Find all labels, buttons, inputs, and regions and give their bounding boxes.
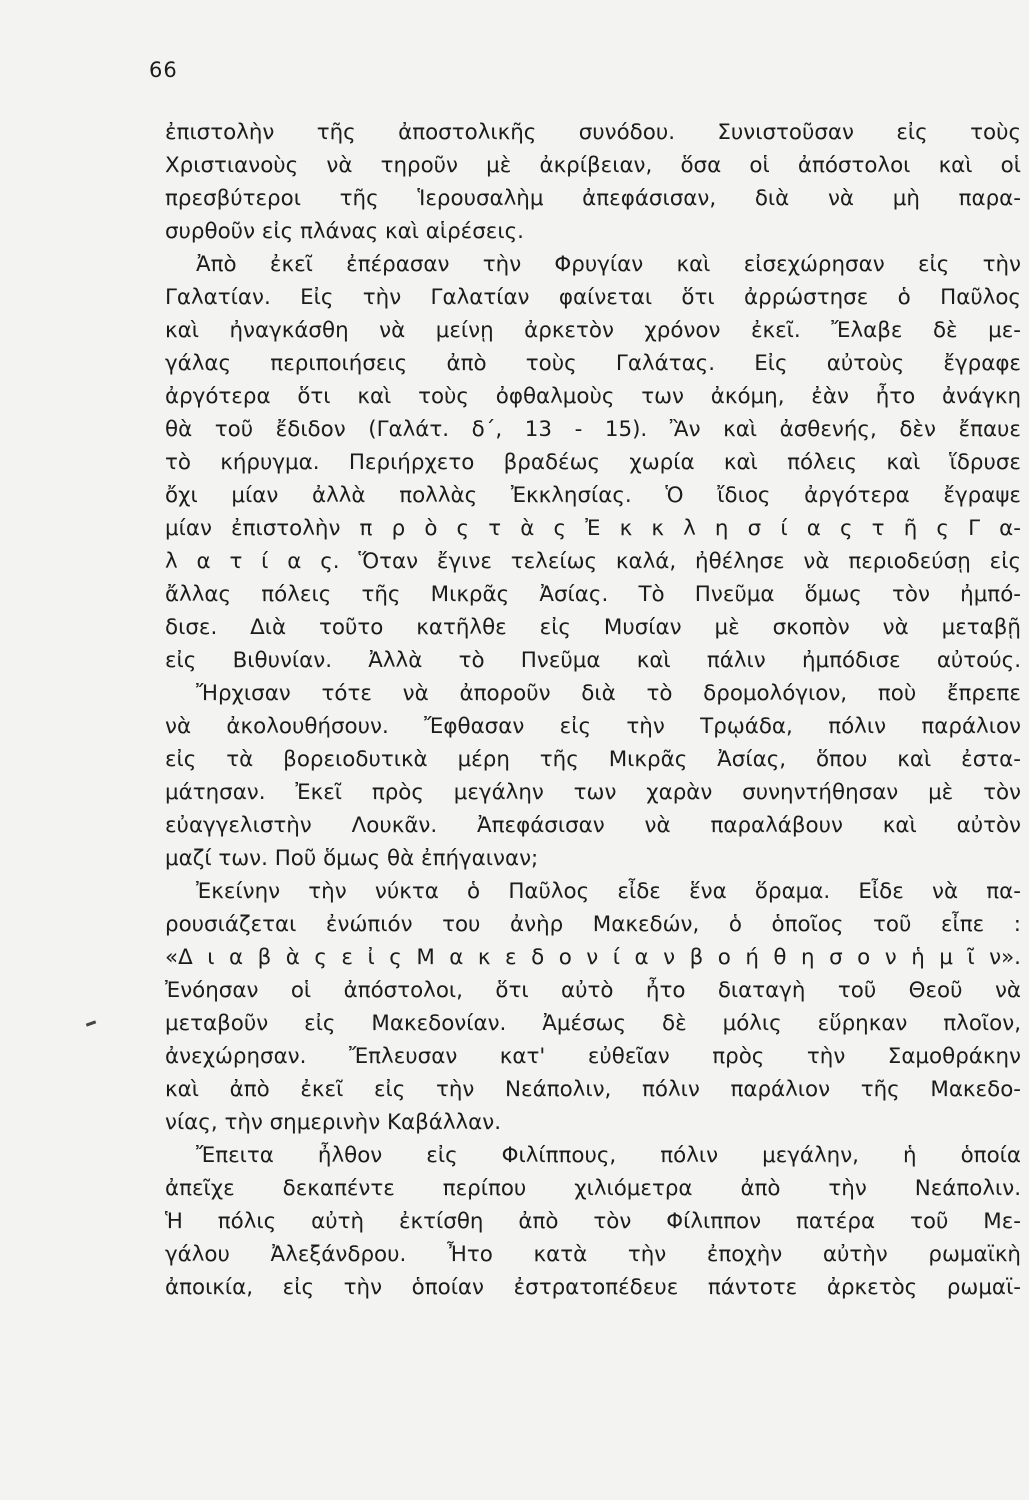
text-line: ρουσιάζεται ἐνώπιόν του ἀνὴρ Μακεδών, ὁ ὁποῖος τοῦ εἶπε : bbox=[165, 912, 1021, 937]
text-line: Ἔπειτα ἦλθον εἰς Φιλίππους, πόλιν μεγάλην, ἡ ὁποία bbox=[196, 1143, 1021, 1168]
text-line: λ α τ ί α ς. Ὅταν ἔγινε τελείως καλά, ἠθέλησε νὰ περιοδεύσῃ εἰς bbox=[165, 549, 1021, 574]
text-line: ἀργότερα ὅτι καὶ τοὺς ὀφθαλμοὺς των ἀκόμη, ἐὰν ἦτο ἀνάγκη bbox=[165, 384, 1021, 409]
text-line: μάτησαν. Ἐκεῖ πρὸς μεγάλην των χαρὰν συνηντήθησαν μὲ τὸν bbox=[165, 780, 1021, 805]
text-line: δισε. Διὰ τοῦτο κατῆλθε εἰς Μυσίαν μὲ σκοπὸν νὰ μεταβῇ bbox=[165, 615, 1021, 640]
text-line: ἐπιστολὴν τῆς ἀποστολικῆς συνόδου. Συνιστοῦσαν εἰς τοὺς bbox=[165, 120, 1021, 145]
text-line: Ἐκείνην τὴν νύκτα ὁ Παῦλος εἶδε ἕνα ὅραμα. Εἶδε νὰ πα- bbox=[196, 879, 1021, 904]
text-line: καὶ ἠναγκάσθη νὰ μείνῃ ἀρκετὸν χρόνον ἐκεῖ. Ἔλαβε δὲ με- bbox=[165, 318, 1021, 343]
text-line: ἀπεῖχε δεκαπέντε περίπου χιλιόμετρα ἀπὸ τὴν Νεάπολιν. bbox=[165, 1176, 1021, 1201]
text-line: Χριστιανοὺς νὰ τηροῦν μὲ ἀκρίβειαν, ὅσα οἱ ἀπόστολοι καὶ οἱ bbox=[165, 153, 1021, 178]
text-line: μίαν ἐπιστολὴν π ρ ὸ ς τ ὰ ς Ἐ κ κ λ η σ ί α ς τ ῆ ς Γ α- bbox=[165, 516, 1021, 541]
text-line: εὐαγγελιστὴν Λουκᾶν. Ἀπεφάσισαν νὰ παραλάβουν καὶ αὐτὸν bbox=[165, 813, 1021, 838]
text-line: ἀνεχώρησαν. Ἔπλευσαν κατ' εὐθεῖαν πρὸς τὴν Σαμοθράκην bbox=[165, 1044, 1021, 1069]
text-line: Ἤρχισαν τότε νὰ ἀποροῦν διὰ τὸ δρομολόγιον, ποὺ ἔπρεπε bbox=[196, 681, 1021, 706]
text-line: γάλας περιποιήσεις ἀπὸ τοὺς Γαλάτας. Εἰς αὐτοὺς ἔγραφε bbox=[165, 351, 1021, 376]
text-line: εἰς Βιθυνίαν. Ἀλλὰ τὸ Πνεῦμα καὶ πάλιν ἠμπόδισε αὐτούς. bbox=[165, 648, 1021, 673]
text-line: μεταβοῦν εἰς Μακεδονίαν. Ἀμέσως δὲ μόλις εὕρηκαν πλοῖον, bbox=[165, 1011, 1021, 1036]
text-line: Ἀπὸ ἐκεῖ ἐπέρασαν τὴν Φρυγίαν καὶ εἰσεχώρησαν εἰς τὴν bbox=[196, 252, 1021, 277]
text-line: τὸ κήρυγμα. Περιήρχετο βραδέως χωρία καὶ πόλεις καὶ ἵδρυσε bbox=[165, 450, 1021, 475]
text-line: Ἡ πόλις αὐτὴ ἐκτίσθη ἀπὸ τὸν Φίλιππον πατέρα τοῦ Με- bbox=[165, 1209, 1021, 1234]
text-line: ἄλλας πόλεις τῆς Μικρᾶς Ἀσίας. Τὸ Πνεῦμα ὅμως τὸν ἠμπό- bbox=[165, 582, 1021, 607]
text-line: «Δ ι α β ὰ ς ε ἰ ς Μ α κ ε δ ο ν ί α ν β ο ή θ η σ ο ν ἡ μ ῖ ν». bbox=[165, 945, 1021, 970]
body-text bbox=[0, 117, 1029, 1447]
text-line: Γαλατίαν. Εἰς τὴν Γαλατίαν φαίνεται ὅτι ἀρρώστησε ὁ Παῦλος bbox=[165, 285, 1021, 310]
text-line: καὶ ἀπὸ ἐκεῖ εἰς τὴν Νεάπολιν, πόλιν παράλιον τῆς Μακεδο- bbox=[165, 1077, 1021, 1102]
text-line: πρεσβύτεροι τῆς Ἱερουσαλὴμ ἀπεφάσισαν, διὰ νὰ μὴ παρα- bbox=[165, 186, 1021, 211]
text-line: νίας, τὴν σημερινὴν Καβάλλαν. bbox=[165, 1110, 502, 1135]
text-line: συρθοῦν εἰς πλάνας καὶ αἱρέσεις. bbox=[165, 219, 524, 244]
text-line: εἰς τὰ βορειοδυτικὰ μέρη τῆς Μικρᾶς Ἀσίας, ὅπου καὶ ἐστα- bbox=[165, 747, 1021, 772]
text-line: Ἐνόησαν οἱ ἀπόστολοι, ὅτι αὐτὸ ἦτο διαταγὴ τοῦ Θεοῦ νὰ bbox=[165, 978, 1021, 1003]
text-line: μαζί των. Ποῦ ὅμως θὰ ἐπήγαιναν; bbox=[165, 846, 539, 871]
text-line: ἀποικία, εἰς τὴν ὁποίαν ἐστρατοπέδευε πάντοτε ἀρκετὸς ρωμαϊ- bbox=[165, 1275, 1021, 1300]
page-number: 66 bbox=[149, 58, 178, 82]
text-line: γάλου Ἀλεξάνδρου. Ἦτο κατὰ τὴν ἐποχὴν αὐτὴν ρωμαϊκὴ bbox=[165, 1242, 1021, 1267]
text-line: νὰ ἀκολουθήσουν. Ἔφθασαν εἰς τὴν Τρῳάδα, πόλιν παράλιον bbox=[165, 714, 1021, 739]
text-line: ὄχι μίαν ἀλλὰ πολλὰς Ἐκκλησίας. Ὁ ἴδιος ἀργότερα ἔγραψε bbox=[165, 483, 1021, 508]
text-line: θὰ τοῦ ἔδιδον (Γαλάτ. δ΄, 13 - 15). Ἂν καὶ ἀσθενής, δὲν ἔπαυε bbox=[165, 417, 1021, 442]
